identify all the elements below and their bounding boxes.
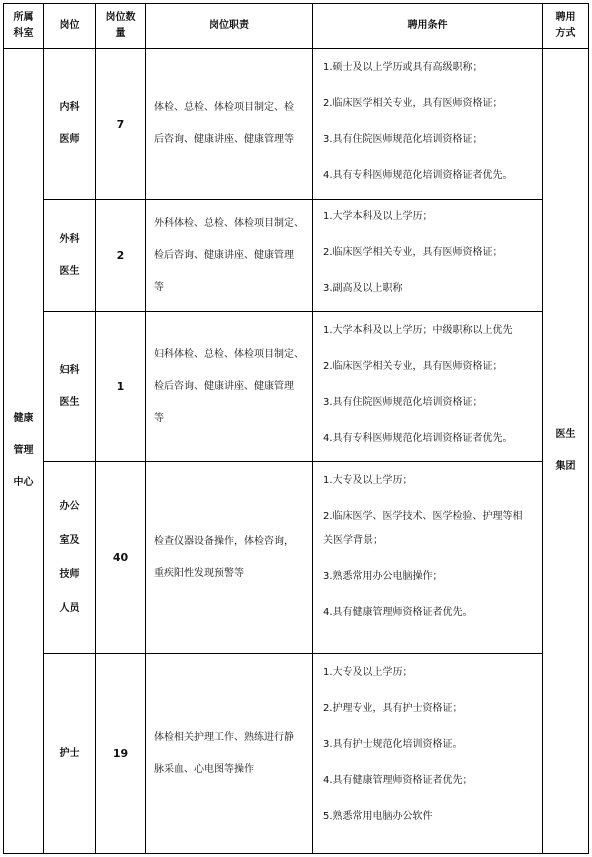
table-row	[4, 200, 589, 312]
count-cell: 2	[96, 200, 146, 312]
recruitment-table-container	[3, 3, 588, 854]
header-position: 岗位	[44, 4, 96, 49]
duty-cell: 体检相关护理工作、熟练进行静 脉采血、心电图等操作	[146, 654, 313, 854]
recruitment-table	[3, 3, 589, 854]
position-cell: 外科 医生	[44, 200, 96, 312]
hire-mode-cell: 医生 集团	[543, 49, 589, 854]
duty-cell: 体检、总检、体检项目制定、检 后咨询、健康讲座、健康管理等	[146, 49, 313, 200]
table-row	[4, 312, 589, 462]
position-cell: 办公 室及 技师 人员	[44, 462, 96, 654]
duty-cell: 检查仪器设备操作，体检咨询， 重疾阳性发现预警等	[146, 462, 313, 654]
duty-cell: 外科体检、总检、体检项目制定、 检后咨询、健康讲座、健康管理 等	[146, 200, 313, 312]
table-row	[4, 654, 589, 854]
requirements-cell: 1.大学本科及以上学历；中级职称以上优先 2.临床医学相关专业，具有医师资格证； 3.具有住院医师规范化培训资格证； 4.具有专科医师规范化培训资格证者优先。	[313, 312, 543, 462]
duty-cell: 妇科体检、总检、体检项目制定、 检后咨询、健康讲座、健康管理 等	[146, 312, 313, 462]
position-cell: 妇科 医生	[44, 312, 96, 462]
table-row	[4, 49, 589, 200]
count-cell: 40	[96, 462, 146, 654]
requirements-cell: 1.大专及以上学历； 2.护理专业，具有护士资格证； 3.具有护士规范化培训资格证。 4.具有健康管理师资格证者优先； 5.熟悉常用电脑办公软件	[313, 654, 543, 854]
requirements-cell: 1.大学本科及以上学历； 2.临床医学相关专业，具有医师资格证； 3.副高及以上职称	[313, 200, 543, 312]
header-duty: 岗位职责	[146, 4, 313, 49]
requirements-cell: 1.硕士及以上学历或具有高级职称； 2.临床医学相关专业，具有医师资格证； 3.具有住院医师规范化培训资格证； 4.具有专科医师规范化培训资格证者优先。	[313, 49, 543, 200]
header-count: 岗位数 量	[96, 4, 146, 49]
header-row	[4, 4, 589, 49]
position-cell: 内科 医师	[44, 49, 96, 200]
count-cell: 1	[96, 312, 146, 462]
position-cell: 护士	[44, 654, 96, 854]
count-cell: 7	[96, 49, 146, 200]
count-cell: 19	[96, 654, 146, 854]
department-cell: 健康 管理 中心	[4, 49, 44, 854]
header-mode: 聘用 方式	[543, 4, 589, 49]
header-requirements: 聘用条件	[313, 4, 543, 49]
requirements-cell: 1.大专及以上学历； 2.临床医学、医学技术、医学检验、护理等相 关医学背景； 3.熟悉常用办公电脑操作； 4.具有健康管理师资格证者优先。	[313, 462, 543, 654]
table-row	[4, 462, 589, 654]
header-dept: 所属 科室	[4, 4, 44, 49]
